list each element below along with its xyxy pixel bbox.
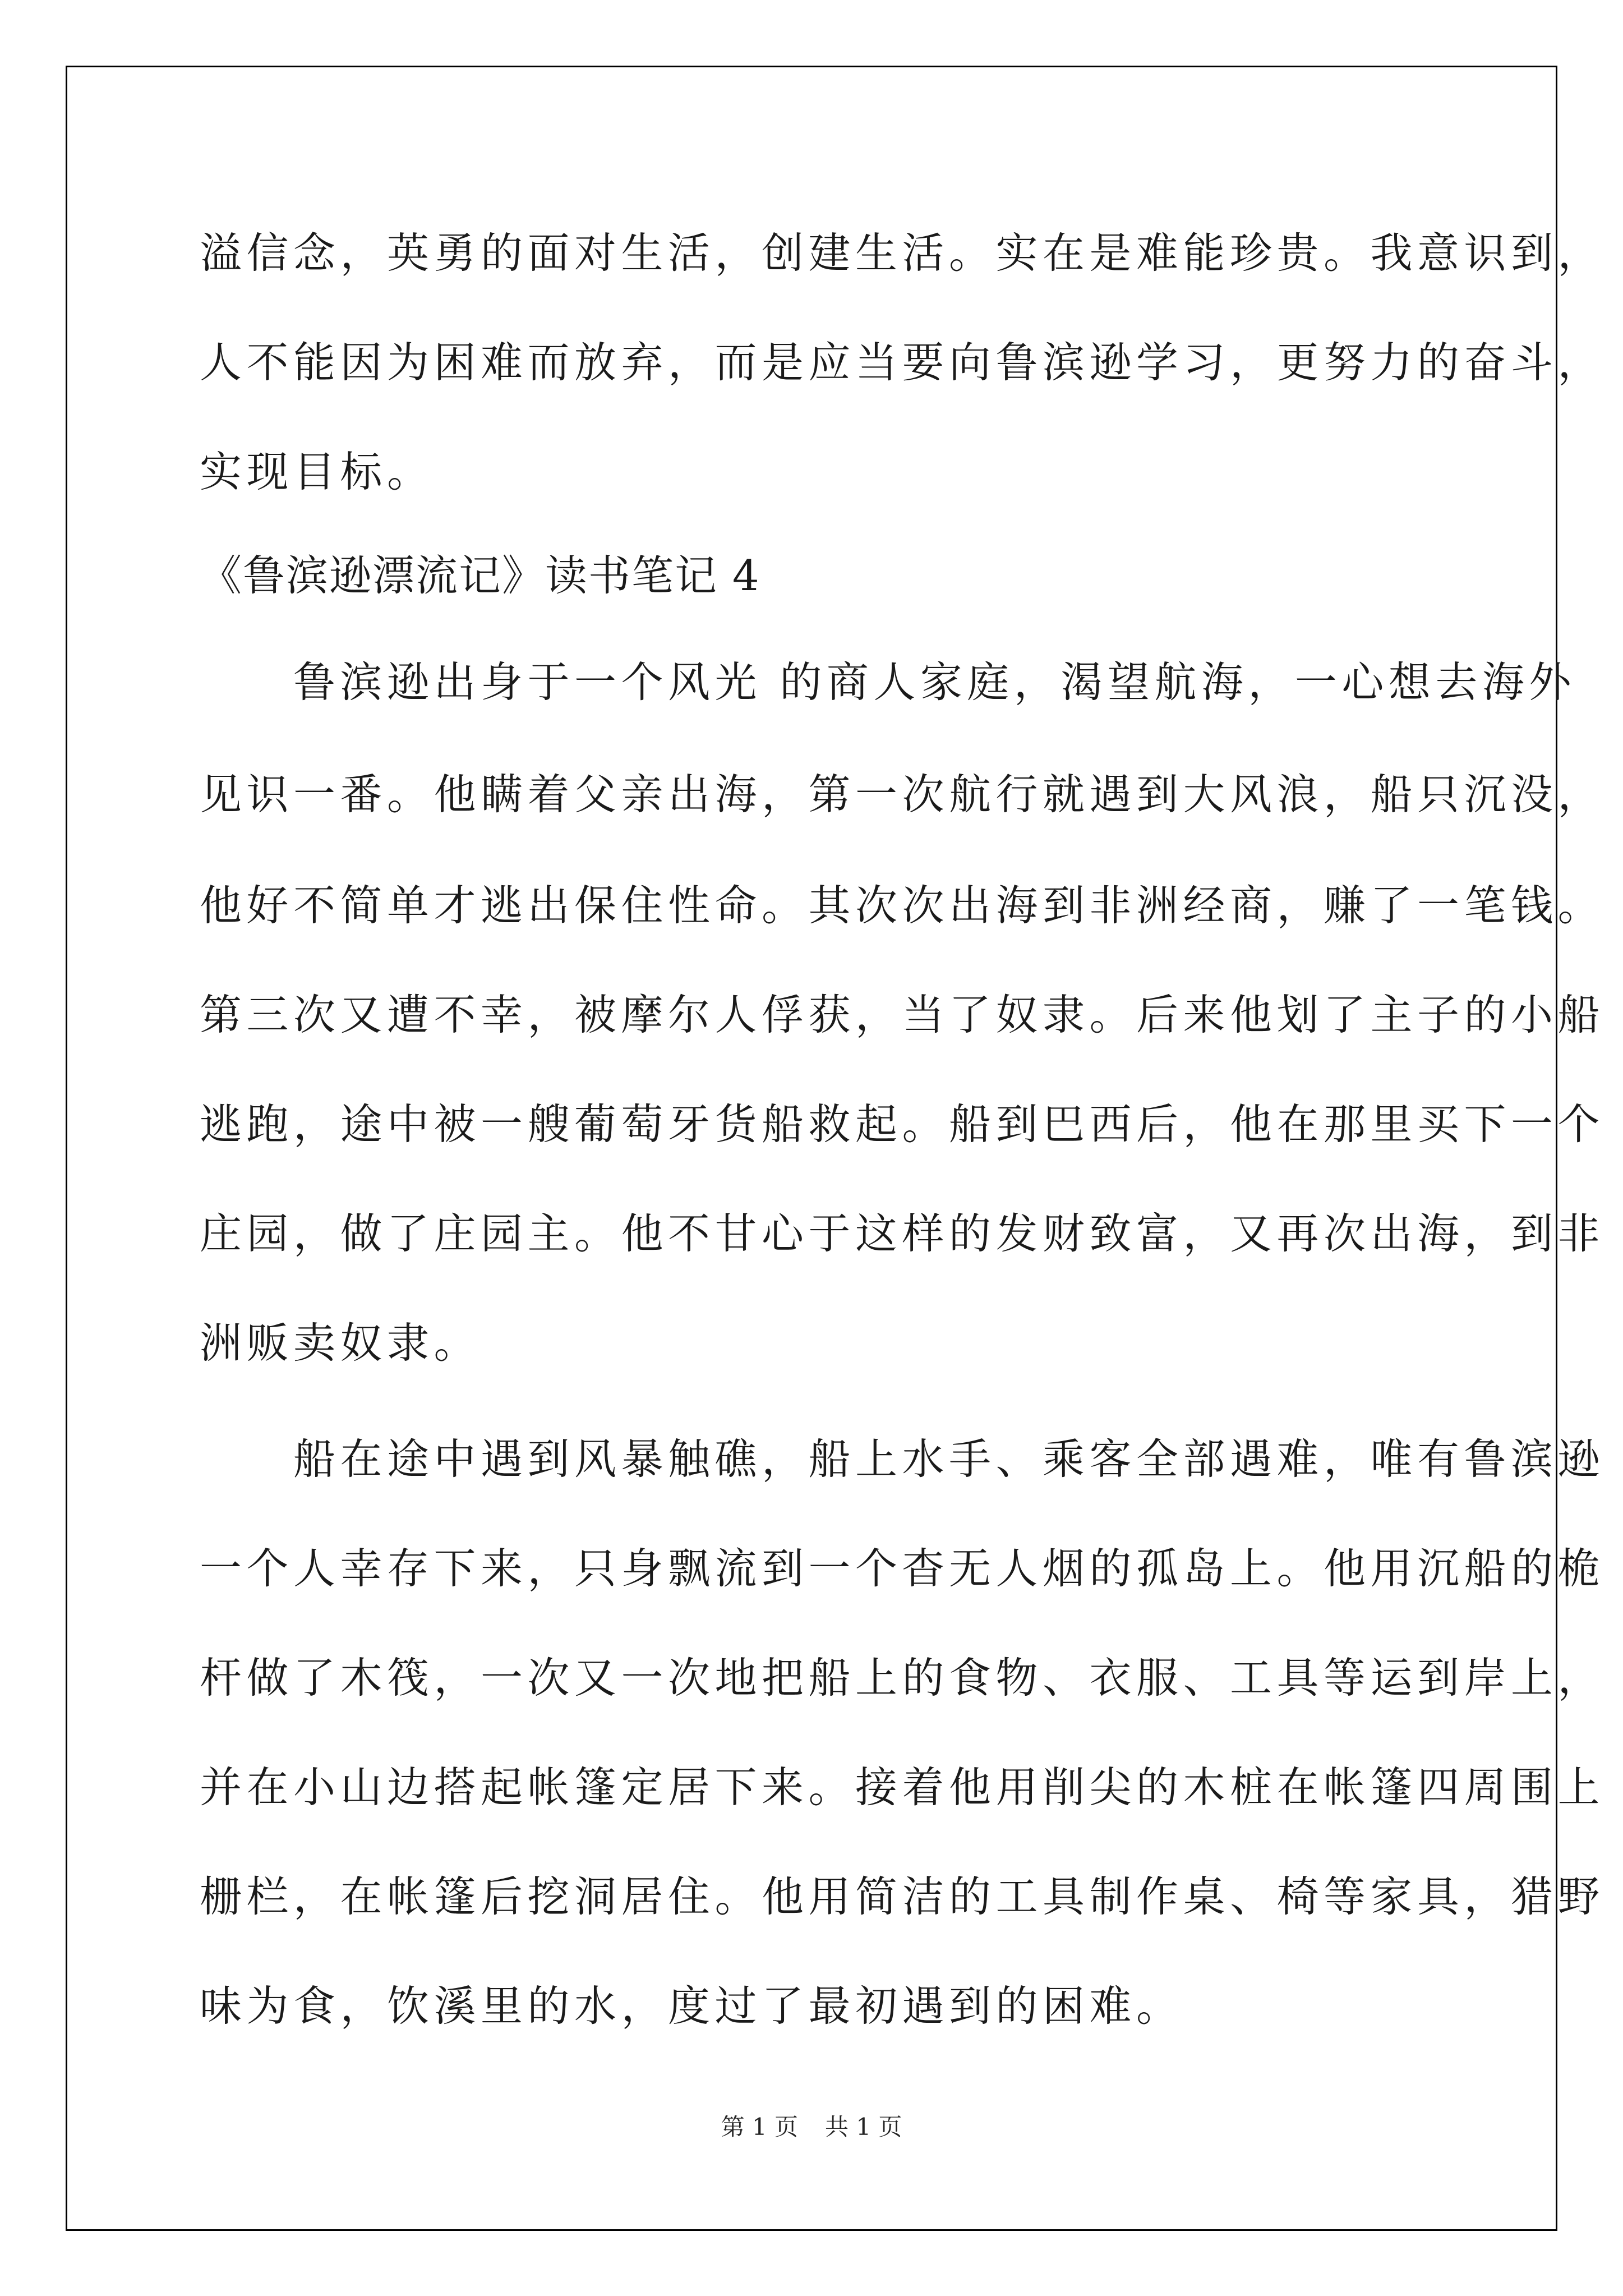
body-line-2: 人不能因为困难而放弃，而是应当要向鲁滨逊学习，更努力的奋斗， [200,338,1605,387]
body-line-15: 并在小山边搭起帐篷定居下来。接着他用削尖的木桩在帐篷四周围上 [200,1763,1605,1812]
body-line-3: 实现目标。 [200,447,434,496]
section-heading: 《鲁滨逊漂流记》读书笔记 4 [200,551,760,600]
body-line-11: 洲贩卖奴隶。 [200,1318,481,1368]
body-line-10: 庄园，做了庄园主。他不甘心于这样的发财致富，又再次出海，到非 [200,1209,1605,1258]
body-line-12: 船在途中遇到风暴触礁，船上水手、乘客全部遇难，唯有鲁滨逊 [200,1434,1605,1484]
body-line-9: 逃跑，途中被一艘葡萄牙货船救起。船到巴西后，他在那里买下一个 [200,1099,1605,1149]
body-line-5: 鲁滨逊出身于一个风光 的商人家庭，渴望航海，一心想去海外 [200,657,1576,707]
page-number: 第 1 页 [721,2113,798,2141]
body-line-14: 杆做了木筏，一次又一次地把船上的食物、衣服、工具等运到岸上， [200,1653,1605,1703]
body-line-13: 一个人幸存下来，只身飘流到一个杳无人烟的孤岛上。他用沉船的桅 [200,1544,1605,1593]
body-line-6: 见识一番。他瞒着父亲出海，第一次航行就遇到大风浪，船只沉没， [200,770,1605,819]
body-line-7: 他好不简单才逃出保住性命。其次次出海到非洲经商，赚了一笔钱。 [200,881,1605,930]
body-line-16: 栅栏，在帐篷后挖洞居住。他用简洁的工具制作桌、椅等家具，猎野 [200,1872,1605,1921]
body-line-1: 溢信念，英勇的面对生活，创建生活。实在是难能珍贵。我意识到， [200,228,1605,278]
body-line-17: 味为食，饮溪里的水，度过了最初遇到的困难。 [200,1981,1183,2031]
body-line-8: 第三次又遭不幸，被摩尔人俘获，当了奴隶。后来他划了主子的小船 [200,990,1605,1039]
page-total: 共 1 页 [825,2113,902,2141]
page-footer [0,2110,1623,2144]
